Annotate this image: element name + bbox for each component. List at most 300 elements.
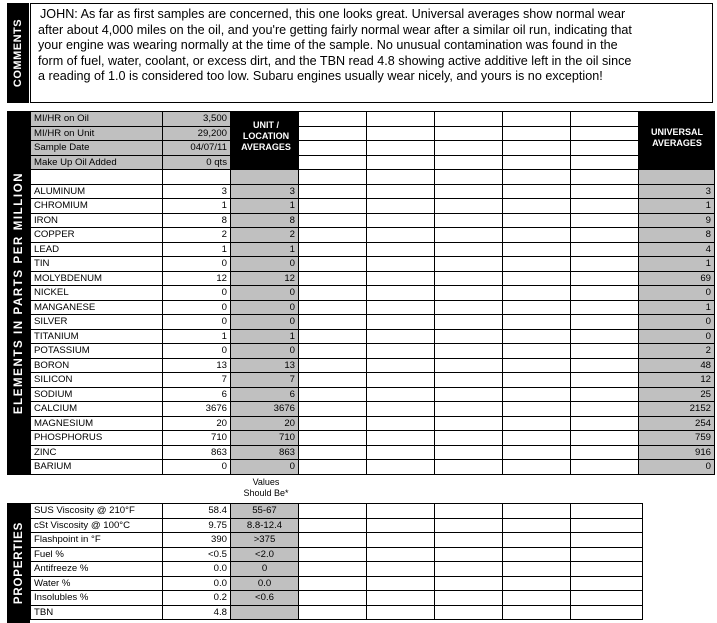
empty-cell [571, 562, 643, 577]
empty-cell [435, 445, 503, 460]
element-universal-average: 8 [639, 228, 715, 243]
empty-cell [571, 300, 639, 315]
elements-label: ELEMENTS IN PARTS PER MILLION [12, 171, 25, 415]
element-unit-average: 3 [231, 184, 299, 199]
empty-cell [503, 605, 571, 620]
comments-sidebar [7, 3, 29, 103]
element-universal-average: 916 [639, 445, 715, 460]
element-universal-average: 69 [639, 271, 715, 286]
info-row [31, 112, 715, 127]
element-row [31, 228, 715, 243]
empty-cell [503, 373, 571, 388]
empty-cell [503, 416, 571, 431]
empty-cell [367, 315, 435, 330]
property-name: cSt Viscosity @ 100°C [31, 518, 163, 533]
empty-cell [503, 170, 571, 185]
empty-cell [571, 504, 643, 519]
empty-cell [503, 112, 571, 127]
empty-cell [299, 373, 367, 388]
empty-cell [231, 170, 299, 185]
properties-label: PROPERTIES [12, 521, 25, 605]
element-name: LEAD [31, 242, 163, 257]
element-unit-average: 7 [231, 373, 299, 388]
property-name: Water % [31, 576, 163, 591]
element-unit-average: 1 [231, 199, 299, 214]
element-name: SILVER [31, 315, 163, 330]
properties-table [30, 503, 643, 620]
empty-cell [503, 286, 571, 301]
element-universal-average: 3 [639, 184, 715, 199]
empty-cell [299, 184, 367, 199]
element-universal-average: 2152 [639, 402, 715, 417]
empty-cell [503, 271, 571, 286]
empty-cell [435, 286, 503, 301]
element-unit-average: 0 [231, 315, 299, 330]
info-label: Sample Date [31, 141, 163, 156]
empty-cell [299, 533, 367, 548]
element-name: COPPER [31, 228, 163, 243]
empty-cell [435, 155, 503, 170]
empty-cell [639, 170, 715, 185]
empty-cell [299, 518, 367, 533]
empty-cell [299, 460, 367, 475]
empty-cell [367, 402, 435, 417]
property-name: SUS Viscosity @ 210°F [31, 504, 163, 519]
property-value: 9.75 [163, 518, 231, 533]
element-row [31, 184, 715, 199]
element-value: 0 [163, 257, 231, 272]
element-value: 3 [163, 184, 231, 199]
element-unit-average: 2 [231, 228, 299, 243]
empty-cell [435, 300, 503, 315]
element-name: BORON [31, 358, 163, 373]
empty-cell [503, 402, 571, 417]
empty-cell [571, 329, 639, 344]
empty-cell [435, 504, 503, 519]
empty-cell [367, 562, 435, 577]
empty-cell [367, 155, 435, 170]
info-row [31, 141, 715, 156]
empty-cell [571, 518, 643, 533]
empty-cell [503, 315, 571, 330]
empty-cell [435, 141, 503, 156]
empty-cell [435, 460, 503, 475]
element-universal-average: 254 [639, 416, 715, 431]
empty-cell [435, 242, 503, 257]
comment-line: JOHN: As far as first samples are concerned, this one looks great. Universal averages show normal wear [40, 7, 626, 21]
element-row [31, 402, 715, 417]
empty-cell [503, 445, 571, 460]
empty-cell [367, 213, 435, 228]
empty-cell [435, 257, 503, 272]
empty-cell [503, 460, 571, 475]
element-unit-average: 0 [231, 460, 299, 475]
elements-sidebar [7, 111, 30, 475]
element-row [31, 416, 715, 431]
empty-cell [503, 431, 571, 446]
empty-cell [571, 445, 639, 460]
empty-cell [299, 387, 367, 402]
empty-cell [435, 329, 503, 344]
empty-cell [299, 170, 367, 185]
empty-cell [503, 387, 571, 402]
comment-line: after about 4,000 miles on the oil, and you're getting fairly normal wear after a similar oil run, indicating that [38, 22, 632, 37]
element-value: 0 [163, 344, 231, 359]
element-row [31, 271, 715, 286]
empty-cell [503, 562, 571, 577]
empty-cell [299, 228, 367, 243]
empty-cell [435, 431, 503, 446]
element-row [31, 300, 715, 315]
property-value: <0.5 [163, 547, 231, 562]
element-value: 710 [163, 431, 231, 446]
empty-cell [435, 402, 503, 417]
element-value: 1 [163, 199, 231, 214]
empty-cell [571, 213, 639, 228]
empty-cell [435, 112, 503, 127]
empty-cell [367, 112, 435, 127]
empty-cell [435, 591, 503, 606]
empty-cell [503, 184, 571, 199]
empty-cell [503, 344, 571, 359]
element-row [31, 460, 715, 475]
element-row [31, 358, 715, 373]
element-unit-average: 13 [231, 358, 299, 373]
empty-cell [571, 591, 643, 606]
element-row [31, 387, 715, 402]
property-name: Flashpoint in °F [31, 533, 163, 548]
empty-cell [367, 358, 435, 373]
empty-cell [299, 591, 367, 606]
empty-cell [367, 518, 435, 533]
property-value: 4.8 [163, 605, 231, 620]
empty-cell [367, 184, 435, 199]
empty-cell [503, 300, 571, 315]
empty-cell [163, 170, 231, 185]
element-unit-average: 863 [231, 445, 299, 460]
empty-cell [299, 562, 367, 577]
element-value: 7 [163, 373, 231, 388]
property-value: 0.0 [163, 576, 231, 591]
element-row [31, 242, 715, 257]
property-value: 0.2 [163, 591, 231, 606]
property-should-be: 8.8-12.4 [231, 518, 299, 533]
elements-table [30, 111, 715, 475]
property-should-be: <2.0 [231, 547, 299, 562]
empty-cell [571, 271, 639, 286]
empty-cell [435, 387, 503, 402]
info-row [31, 155, 715, 170]
element-row [31, 329, 715, 344]
empty-cell [299, 141, 367, 156]
empty-cell [435, 533, 503, 548]
element-name: POTASSIUM [31, 344, 163, 359]
empty-cell [299, 445, 367, 460]
element-unit-average: 12 [231, 271, 299, 286]
empty-cell [367, 591, 435, 606]
element-unit-average: 710 [231, 431, 299, 446]
element-unit-average: 0 [231, 257, 299, 272]
empty-cell [299, 315, 367, 330]
element-name: ZINC [31, 445, 163, 460]
empty-cell [299, 576, 367, 591]
empty-cell [367, 242, 435, 257]
empty-cell [503, 329, 571, 344]
empty-cell [367, 344, 435, 359]
empty-cell [299, 199, 367, 214]
comment-line: form of fuel, water, coolant, or excess dirt, and the TBN read 4.8 showing active additive left in the oil since [38, 53, 632, 68]
empty-cell [367, 373, 435, 388]
empty-cell [571, 242, 639, 257]
element-universal-average: 2 [639, 344, 715, 359]
empty-cell [435, 213, 503, 228]
empty-cell [299, 605, 367, 620]
property-name: Insolubles % [31, 591, 163, 606]
empty-cell [435, 562, 503, 577]
unit-location-header: UNIT / LOCATION AVERAGES [241, 120, 291, 152]
empty-cell [503, 228, 571, 243]
property-row [31, 504, 643, 519]
element-name: CALCIUM [31, 402, 163, 417]
empty-cell [299, 112, 367, 127]
empty-cell [503, 257, 571, 272]
empty-cell [571, 344, 639, 359]
empty-cell [299, 271, 367, 286]
empty-cell [299, 286, 367, 301]
empty-cell [503, 213, 571, 228]
property-should-be: 0.0 [231, 576, 299, 591]
empty-cell [367, 329, 435, 344]
element-value: 0 [163, 300, 231, 315]
element-name: MAGNESIUM [31, 416, 163, 431]
empty-cell [571, 547, 643, 562]
empty-cell [367, 228, 435, 243]
comments-box [30, 3, 713, 103]
empty-cell [367, 286, 435, 301]
info-label: MI/HR on Unit [31, 126, 163, 141]
property-name: Antifreeze % [31, 562, 163, 577]
element-unit-average: 1 [231, 242, 299, 257]
empty-cell [367, 576, 435, 591]
element-universal-average: 1 [639, 199, 715, 214]
empty-cell [571, 576, 643, 591]
element-universal-average: 1 [639, 300, 715, 315]
property-row [31, 518, 643, 533]
property-should-be: 0 [231, 562, 299, 577]
element-unit-average: 0 [231, 286, 299, 301]
empty-cell [299, 358, 367, 373]
empty-cell [571, 257, 639, 272]
element-name: ALUMINUM [31, 184, 163, 199]
element-universal-average: 0 [639, 329, 715, 344]
empty-cell [299, 329, 367, 344]
empty-cell [503, 576, 571, 591]
element-row [31, 213, 715, 228]
empty-cell [367, 605, 435, 620]
property-should-be [231, 605, 299, 620]
info-row [31, 126, 715, 141]
element-value: 0 [163, 460, 231, 475]
comments-label: COMMENTS [12, 18, 24, 88]
empty-cell [299, 155, 367, 170]
info-label: Make Up Oil Added [31, 155, 163, 170]
element-value: 12 [163, 271, 231, 286]
element-row [31, 445, 715, 460]
empty-cell [435, 315, 503, 330]
element-unit-average: 8 [231, 213, 299, 228]
element-universal-average: 4 [639, 242, 715, 257]
empty-cell [299, 416, 367, 431]
property-value: 58.4 [163, 504, 231, 519]
property-name: Fuel % [31, 547, 163, 562]
empty-cell [367, 170, 435, 185]
element-value: 0 [163, 315, 231, 330]
property-should-be: <0.6 [231, 591, 299, 606]
empty-cell [299, 431, 367, 446]
empty-cell [367, 460, 435, 475]
element-unit-average: 0 [231, 344, 299, 359]
empty-cell [571, 199, 639, 214]
info-value: 04/07/11 [163, 141, 231, 156]
element-universal-average: 0 [639, 286, 715, 301]
element-universal-average: 12 [639, 373, 715, 388]
empty-cell [503, 155, 571, 170]
element-unit-average: 20 [231, 416, 299, 431]
empty-cell [571, 402, 639, 417]
empty-cell [435, 373, 503, 388]
empty-cell [571, 533, 643, 548]
empty-cell [503, 242, 571, 257]
element-unit-average: 6 [231, 387, 299, 402]
empty-cell [299, 402, 367, 417]
empty-cell [299, 257, 367, 272]
empty-cell [571, 358, 639, 373]
property-row [31, 562, 643, 577]
element-unit-average: 0 [231, 300, 299, 315]
element-universal-average: 9 [639, 213, 715, 228]
element-universal-average: 48 [639, 358, 715, 373]
empty-cell [31, 170, 163, 185]
element-row [31, 199, 715, 214]
element-value: 1 [163, 329, 231, 344]
element-name: TITANIUM [31, 329, 163, 344]
property-name: TBN [31, 605, 163, 620]
empty-cell [367, 431, 435, 446]
empty-cell [435, 358, 503, 373]
element-row [31, 315, 715, 330]
info-value: 29,200 [163, 126, 231, 141]
element-unit-average: 3676 [231, 402, 299, 417]
element-value: 863 [163, 445, 231, 460]
empty-cell [571, 460, 639, 475]
property-value: 390 [163, 533, 231, 548]
element-value: 13 [163, 358, 231, 373]
empty-cell [503, 591, 571, 606]
element-name: SODIUM [31, 387, 163, 402]
empty-cell [571, 112, 639, 127]
empty-cell [435, 547, 503, 562]
element-name: IRON [31, 213, 163, 228]
element-value: 6 [163, 387, 231, 402]
empty-cell [571, 155, 639, 170]
element-name: NICKEL [31, 286, 163, 301]
element-universal-average: 1 [639, 257, 715, 272]
property-row [31, 591, 643, 606]
empty-cell [571, 141, 639, 156]
empty-cell [299, 504, 367, 519]
element-value: 2 [163, 228, 231, 243]
empty-cell [435, 126, 503, 141]
empty-cell [435, 170, 503, 185]
empty-cell [435, 605, 503, 620]
element-value: 3676 [163, 402, 231, 417]
empty-cell [299, 547, 367, 562]
empty-cell [435, 576, 503, 591]
element-name: CHROMIUM [31, 199, 163, 214]
empty-cell [435, 416, 503, 431]
empty-cell [367, 271, 435, 286]
property-row [31, 533, 643, 548]
element-row [31, 286, 715, 301]
property-row [31, 576, 643, 591]
element-universal-average: 0 [639, 460, 715, 475]
empty-cell [571, 170, 639, 185]
empty-cell [299, 300, 367, 315]
info-label: MI/HR on Oil [31, 112, 163, 127]
property-row [31, 605, 643, 620]
empty-cell [299, 242, 367, 257]
element-value: 1 [163, 242, 231, 257]
empty-cell [435, 518, 503, 533]
empty-cell [435, 184, 503, 199]
property-row [31, 547, 643, 562]
empty-cell [571, 387, 639, 402]
empty-cell [435, 271, 503, 286]
empty-cell [299, 126, 367, 141]
values-should-be-note: Values Should Be* [243, 477, 289, 498]
properties-sidebar [7, 503, 30, 623]
element-name: TIN [31, 257, 163, 272]
property-should-be: 55-67 [231, 504, 299, 519]
empty-cell [367, 387, 435, 402]
empty-cell [367, 141, 435, 156]
empty-cell [571, 416, 639, 431]
empty-cell [503, 518, 571, 533]
empty-cell [503, 141, 571, 156]
empty-cell [503, 199, 571, 214]
empty-cell [435, 344, 503, 359]
empty-cell [435, 199, 503, 214]
comment-line: your engine was wearing normally at the time of the sample. No unusual contamination was found in the [38, 38, 618, 53]
element-name: BARIUM [31, 460, 163, 475]
empty-cell [367, 445, 435, 460]
empty-cell [367, 504, 435, 519]
info-value: 0 qts [163, 155, 231, 170]
empty-cell [571, 228, 639, 243]
empty-cell [571, 315, 639, 330]
element-name: MOLYBDENUM [31, 271, 163, 286]
empty-cell [367, 300, 435, 315]
empty-cell [503, 547, 571, 562]
empty-cell [503, 358, 571, 373]
empty-cell [571, 373, 639, 388]
empty-cell [435, 228, 503, 243]
empty-cell [571, 126, 639, 141]
element-value: 8 [163, 213, 231, 228]
empty-cell [367, 547, 435, 562]
element-value: 20 [163, 416, 231, 431]
spacer-row [31, 170, 715, 185]
